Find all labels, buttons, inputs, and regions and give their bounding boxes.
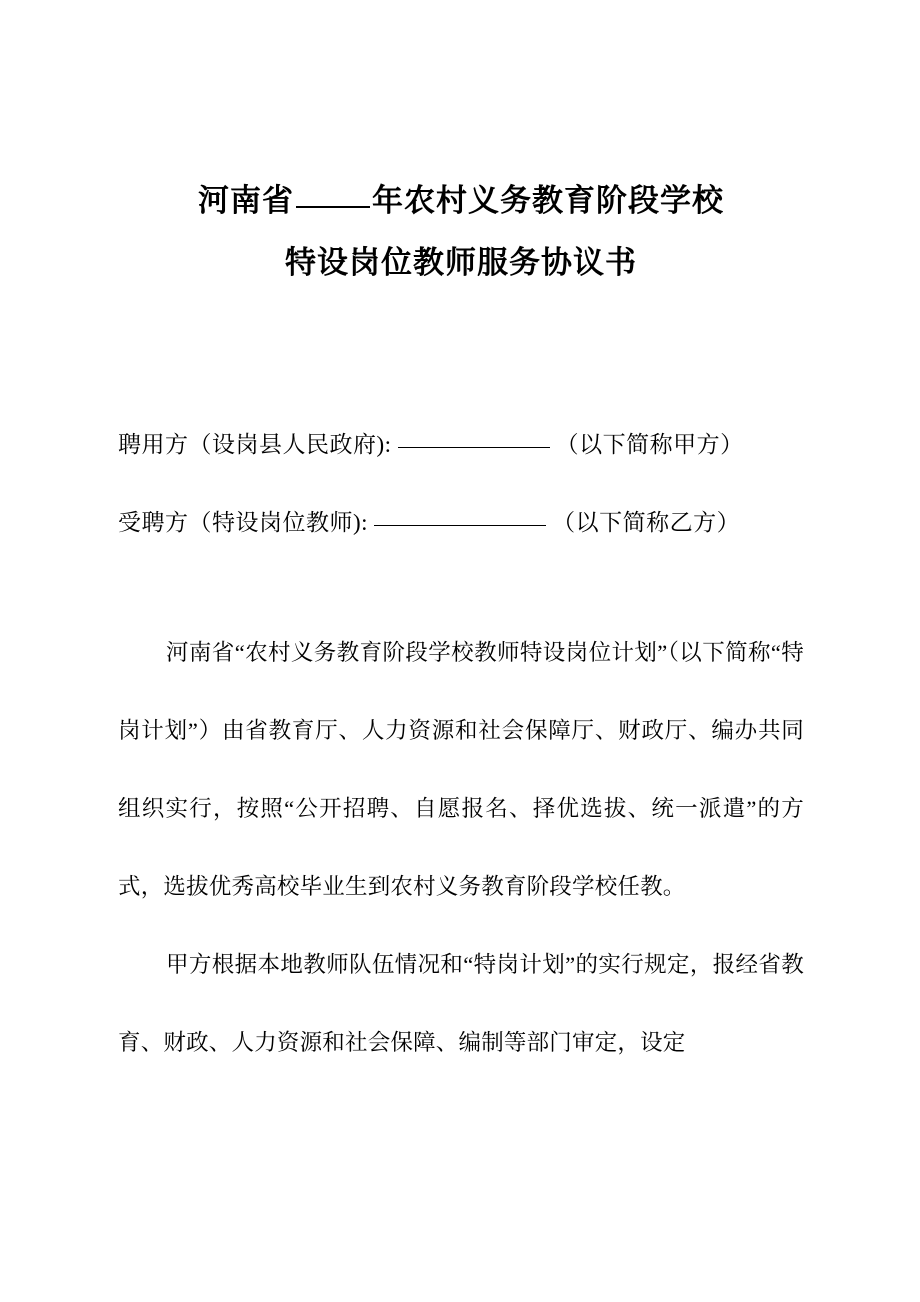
title-line-1-suffix: 年农村义务教育阶段学校 xyxy=(372,183,724,218)
title-line-1 xyxy=(118,170,804,232)
employee-line xyxy=(118,484,804,562)
paragraph-1: 河南省“农村义务教育阶段学校教师特设岗位计划”（以下简称“特岗计划”）由省教育厅、人力资源和社会保障厅、财政厅、编办共同组织实行，按照“公开招聘、自愿报名、择优选拔、统一派遣”的方式，选拔优秀高校毕业生到农村义务教育阶段学校任教。 xyxy=(118,640,804,899)
document-content xyxy=(118,0,804,1302)
document-title xyxy=(118,170,804,294)
paragraph-2: 甲方根据本地教师队伍情况和“特岗计划”的实行规定，报经省教育、财政、人力资源和社会保障、编制等部门审定，设定 xyxy=(118,952,804,1055)
parties-block xyxy=(118,406,804,562)
title-year-blank[interactable] xyxy=(296,206,370,208)
document-body xyxy=(118,614,804,1082)
employee-name-blank[interactable] xyxy=(374,525,546,526)
employer-suffix: （以下简称甲方） xyxy=(555,432,744,457)
employee-suffix: （以下简称乙方） xyxy=(552,510,741,535)
title-line-1-prefix: 河南省 xyxy=(198,183,294,218)
title-line-2: 特设岗位教师服务协议书 xyxy=(285,245,637,280)
employer-line xyxy=(118,406,804,484)
employee-label: 受聘方（特设岗位教师): xyxy=(118,510,369,535)
employer-label: 聘用方（设岗县人民政府): xyxy=(118,432,392,457)
employer-name-blank[interactable] xyxy=(398,447,550,448)
